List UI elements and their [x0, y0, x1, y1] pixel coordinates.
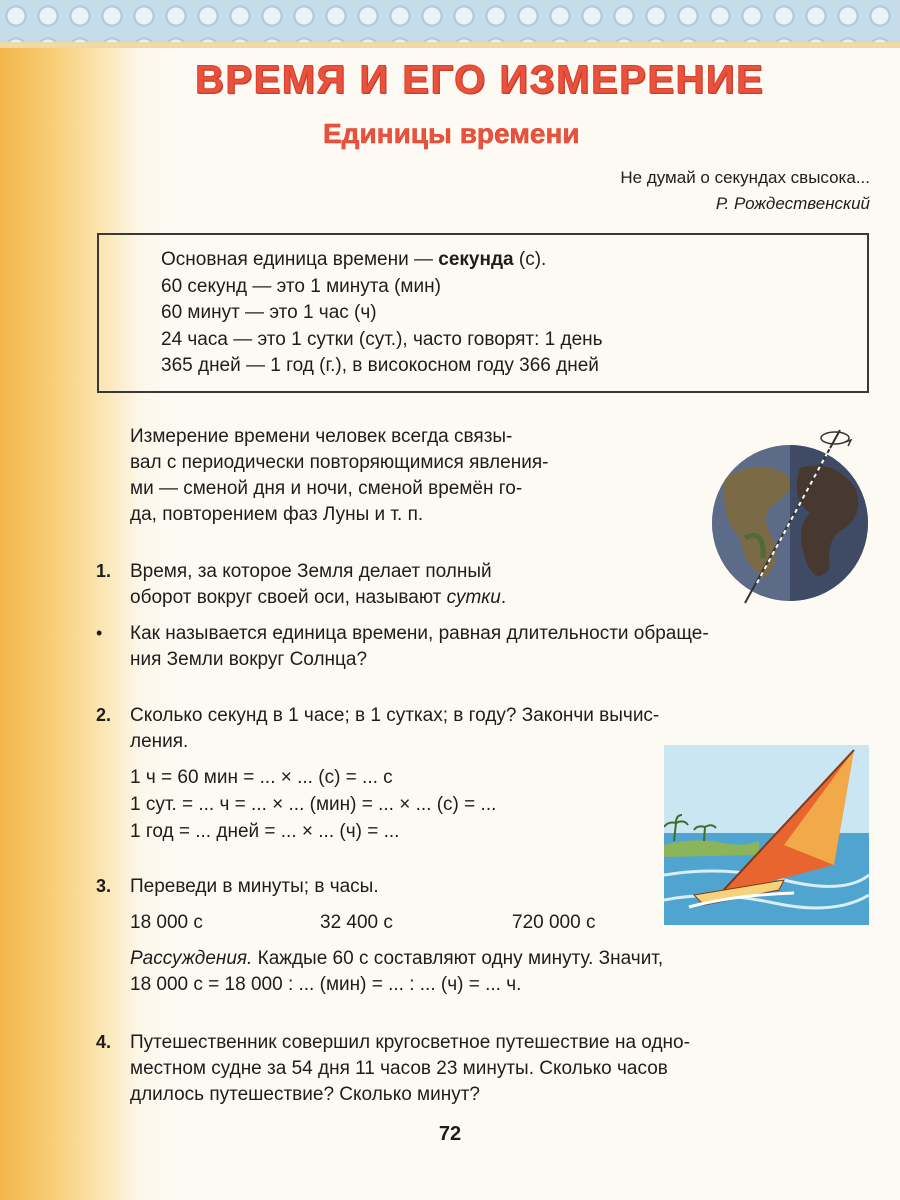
task-4-line: длилось путешествие? Сколько минут? [130, 1084, 480, 1105]
task-1-text [130, 559, 650, 611]
sailboat-icon [664, 745, 869, 925]
task-1-line2 [130, 585, 650, 611]
definition-bold: секунда [438, 249, 514, 270]
task-number: 1. [96, 561, 112, 581]
intro-paragraph [130, 424, 650, 528]
formula-line: 1 год = ... дней = ... × ... (ч) = ... [130, 821, 400, 842]
definition-prefix: Основная единица времени — [161, 249, 433, 270]
definition-box [97, 233, 869, 393]
task-2-line: Сколько секунд в 1 часе; в 1 сутках; в году? Закончи вычис- [130, 705, 660, 726]
bullet-question [130, 621, 870, 673]
definition-line: 24 часа — это 1 сутки (сут.), часто говорят: 1 день [161, 328, 603, 350]
question-line: Как называется единица времени, равная длительности обраще- [130, 623, 709, 644]
task-number: 3. [96, 876, 112, 896]
task-4-line: Путешественник совершил кругосветное путешествие на одно- [130, 1032, 690, 1053]
page-number: 72 [438, 1123, 462, 1145]
epigraph-author: Р. Рождественский [715, 194, 870, 213]
task-1-line: Время, за которое Земля делает полный [130, 561, 492, 582]
reasoning-label: Рассуждения. [130, 948, 253, 969]
epigraph [620, 165, 870, 217]
task-number: 4. [96, 1032, 112, 1052]
earth-globe-icon [705, 418, 875, 608]
task-3-value: 720 000 с [512, 912, 596, 933]
epigraph-quote: Не думай о секундах свысока... [620, 168, 870, 187]
intro-line: ми — сменой дня и ночи, сменой времён го- [130, 478, 523, 499]
task-1-line2-text: оборот вокруг своей оси, называют [130, 587, 442, 608]
formula-line: 1 ч = 60 мин = ... × ... (с) = ... с [130, 767, 393, 788]
decorative-top-border [0, 0, 900, 48]
formula-line: 1 сут. = ... ч = ... × ... (мин) = ... × ... (с) = ... [130, 794, 497, 815]
definition-suffix: (с). [518, 249, 547, 270]
task-4-line: местном судне за 54 дня 11 часов 23 минуты. Сколько часов [130, 1058, 668, 1079]
reasoning-line: 18 000 с = 18 000 : ... (мин) = ... : ... (ч) = ... ч. [130, 974, 522, 995]
task-3-reasoning [130, 946, 870, 998]
page-title: ВРЕМЯ И ЕГО ИЗМЕРЕНИЕ [195, 58, 765, 102]
intro-line: да, повторением фаз Луны и т. п. [130, 504, 424, 525]
task-1-punct: . [500, 587, 507, 608]
definition-line [161, 247, 867, 274]
definition-line: 60 минут — это 1 час (ч) [161, 302, 377, 323]
task-4-text [130, 1030, 870, 1108]
definition-line: 60 секунд — это 1 минута (мин) [161, 275, 441, 297]
reasoning-line [130, 946, 870, 972]
intro-line: вал с периодически повторяющимися явления- [130, 452, 549, 473]
task-3-value: 18 000 с [130, 912, 203, 933]
task-3-text: Переведи в минуты; в часы. [130, 876, 379, 897]
definition-line: 365 дней — 1 год (г.), в високосном году 366 дней [161, 355, 599, 376]
task-2-formulas [130, 764, 650, 845]
bullet-icon: • [96, 623, 103, 643]
task-number: 2. [96, 705, 112, 725]
task-2-line: ления. [130, 731, 189, 752]
section-subtitle: Единицы времени [323, 118, 580, 149]
task-1-term: сутки [446, 587, 501, 608]
question-line: ния Земли вокруг Солнца? [130, 649, 368, 670]
intro-line: Измерение времени человек всегда связы- [130, 426, 513, 447]
task-3-value: 32 400 с [320, 912, 393, 933]
reasoning-text: Каждые 60 с составляют одну минуту. Значит, [257, 948, 664, 969]
